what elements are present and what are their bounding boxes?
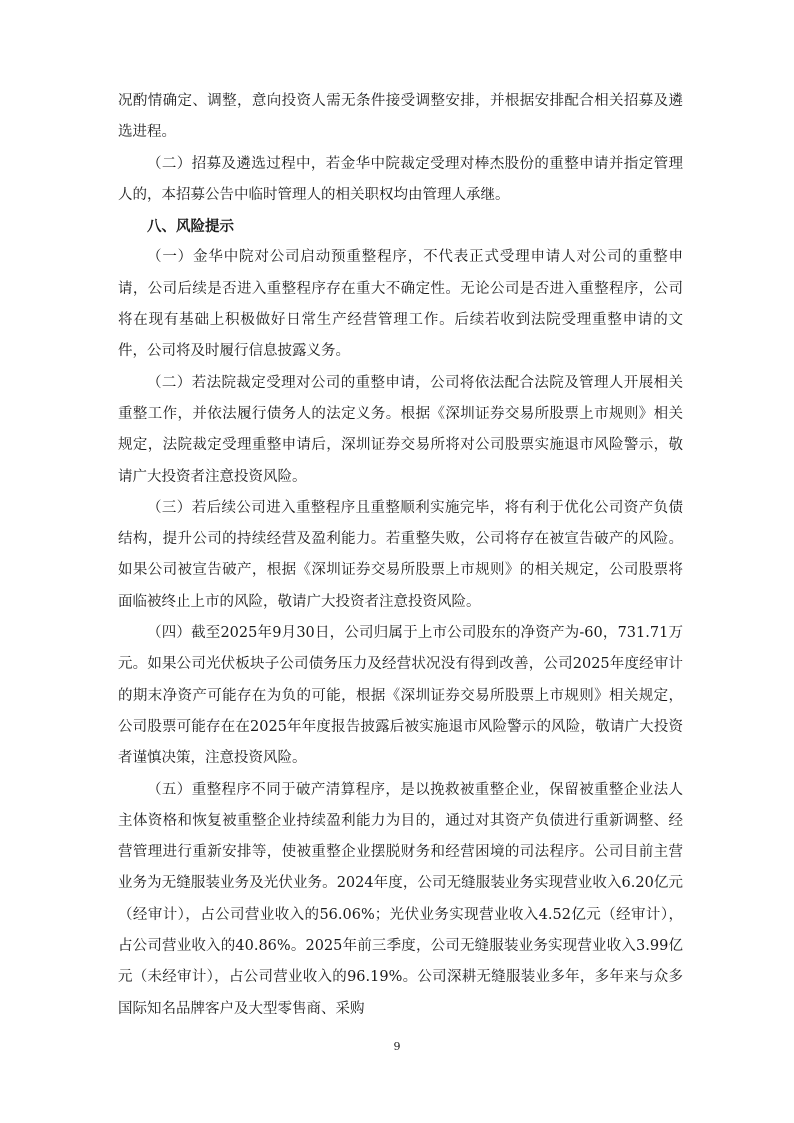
risk-item-3: （三）若后续公司进入重整程序且重整顺利实施完毕，将有利于优化公司资产负债结构，提升公司的持续经营及盈利能力。若重整失败，公司将存在被宣告破产的风险。如果公司被宣告破产，根据《深圳证券交易所股票上市规则》的相关规定，公司股票将面临被终止上市的风险，敬请广大投资者注意投资风险。 (118, 499, 683, 610)
section-heading-risk: 八、风险提示 (147, 218, 234, 236)
paragraph-continuation: 况酌情确定、调整，意向投资人需无条件接受调整安排，并根据安排配合相关招募及遴选进程。 (118, 93, 683, 141)
risk-item-4: （四）截至2025年9月30日，公司归属于上市公司股东的净资产为-60，731.71万元。如果公司光伏板块子公司债务压力及经营状况没有得到改善，公司2025年度经审计的期末净资产可能存在为负的可能，根据《深圳证券交易所股票上市规则》相关规定，公司股票可能存在在2025年年度报告披露后被实施退市风险警示的风险，敬请广大投资者谨慎决策，注意投资风险。 (118, 625, 683, 767)
page-number: 9 (393, 1040, 401, 1053)
paragraph-recruitment-note: （二）招募及遴选过程中，若金华中院裁定受理对棒杰股份的重整申请并指定管理人的，本招募公告中临时管理人的相关职权均由管理人承继。 (118, 155, 683, 203)
risk-item-1: （一）金华中院对公司启动预重整程序，不代表正式受理申请人对公司的重整申请，公司后续是否进入重整程序存在重大不确定性。无论公司是否进入重整程序，公司将在现有基础上积极做好日常生产经营管理工作。后续若收到法院受理重整申请的文件，公司将及时履行信息披露义务。 (118, 249, 683, 360)
risk-item-2: （二）若法院裁定受理对公司的重整申请，公司将依法配合法院及管理人开展相关重整工作，并依法履行债务人的法定义务。根据《深圳证券交易所股票上市规则》相关规定，法院裁定受理重整申请后，深圳证券交易所将对公司股票实施退市风险警示，敬请广大投资者注意投资风险。 (118, 374, 683, 485)
risk-item-5: （五）重整程序不同于破产清算程序，是以挽救被重整企业，保留被重整企业法人主体资格和恢复被重整企业持续盈利能力为目的，通过对其资产负债进行重新调整、经营管理进行重新安排等，使被重整企业摆脱财务和经营困境的司法程序。公司目前主营业务为无缝服装业务及光伏业务。2024年度，公司无缝服装业务实现营业收入6.20亿元（经审计），占公司营业收入的56.06%；光伏业务实现营业收入4.52亿元（经审计），占公司营业收入的40.86%。2025年前三季度，公司无缝服装业务实现营业收入3.99亿元（未经审计），占公司营业收入的96.19%。公司深耕无缝服装业多年，多年来与众多国际知名品牌客户及大型零售商、采购 (118, 781, 683, 1017)
document-body (118, 86, 683, 1025)
